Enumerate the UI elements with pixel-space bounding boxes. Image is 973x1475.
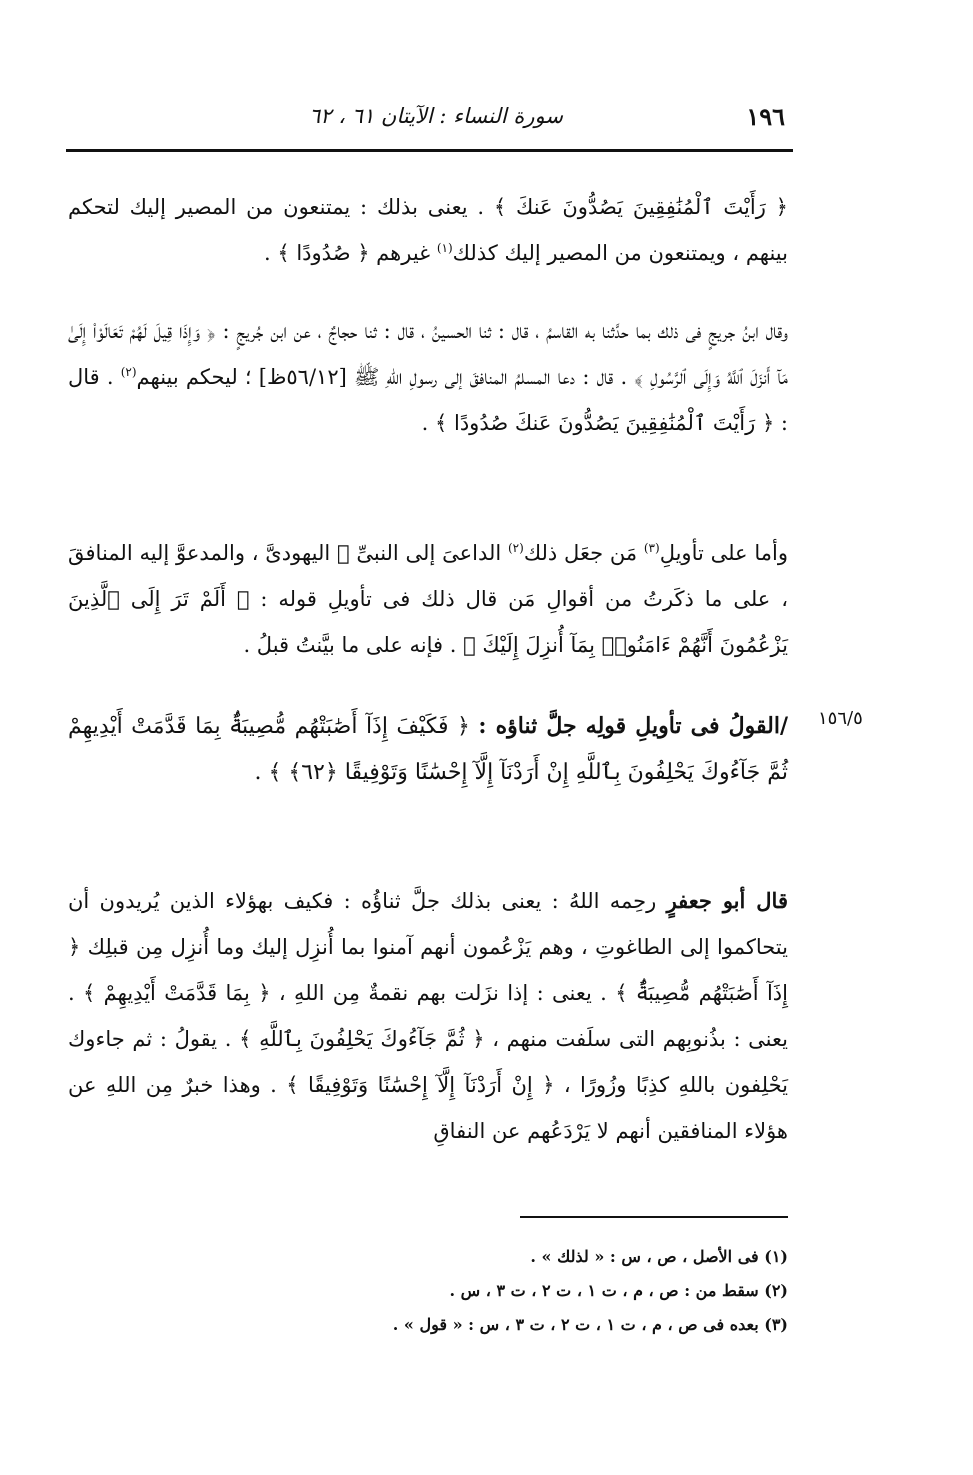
paragraph-text: الداعىَ إلى النبىِّ ﷺ اليهودىَّ ، والمدعوَّ إليه المنافقَ ، على ما ذكَرتُ من أقوالِ مَن قال ذلك فى تأويلِ قوله : ﴿ أَلَمْ تَرَ إِلَى ٱلَّذِينَ يَزْعُمُونَ أَنَّهُمْ ءَامَنُوا۟ بِمَآ أُنزِلَ إِلَيْكَ ﴾ . فإنه على ما بيَّنتُ قبلُ .	[68, 541, 788, 657]
page-header	[66, 98, 793, 142]
paragraph	[68, 878, 788, 1154]
paragraph	[68, 530, 788, 668]
margin-reference: ١٥٦/٥	[818, 708, 863, 729]
page-number: ١٩٦	[746, 102, 785, 131]
footnote-marker: (٣)	[643, 541, 660, 555]
paragraph-text: غيرهم ﴿ صُدُودًا ﴾ .	[264, 241, 437, 265]
paragraph-text: مَن جعَل ذلك	[523, 541, 644, 565]
section-heading	[68, 703, 788, 796]
footnote: (٢) سقط من : ص ، م ، ت ١ ، ت ٢ ، ت ٣ ، س .	[449, 1281, 788, 1300]
footnote-marker: (١)	[436, 241, 453, 255]
heading-verse: ﴿ فَكَيْفَ إِذَآ أَصَٰبَتْهُم مُّصِيبَةٌۢ بِمَا قَدَّمَتْ أَيْدِيهِمْ ثُمَّ جَآءُوكَ يَحْلِفُونَ بِٱللَّهِ إِنْ أَرَدْنَآ إِلَّآ إِحْسَٰنًا وَتَوْفِيقًا ﴿٦٢﴾ ﴾ .	[68, 714, 788, 785]
footnote-marker: (٢)	[120, 365, 137, 379]
paragraph	[68, 184, 788, 276]
paragraph-lead: قال أبو جعفرٍ	[666, 888, 788, 913]
paragraph	[68, 308, 788, 446]
paragraph-text: . قال : ﴿ رَأَيْتَ ٱلْمُنَٰفِقِينَ يَصُدُّونَ عَنكَ صُدُودًا ﴾ .	[68, 365, 788, 435]
footnote: (٣) بعده فى ص ، م ، ت ١ ، ت ٢ ، ت ٣ ، س : « قول » .	[392, 1315, 788, 1334]
paragraph-text: وأما على تأويلِ	[659, 541, 788, 565]
heading-lead: /القولُ فى تأويلِ قولِه جلَّ ثناؤه :	[478, 713, 788, 739]
footnote: (١) فى الأصل ، ص ، س : « لذلك » .	[530, 1247, 788, 1266]
footnote-rule	[520, 1216, 788, 1218]
paragraph-text: وقال ابنُ جريجٍ فى ذلك بما حدَّثنا به القاسمُ ، قال : ثنا الحسينُ ، قال : ثنا حجاجٌ ، عن ابن جُريجٍ : ﴿ وَإِذَا قِيلَ لَهُمْ تَعَالَوْا۟ إِلَىٰ مَآ أَنزَلَ ٱللَّهُ وَإِلَى ٱلرَّسُولِ ﴾ . قال : دعا المسلمُ المنافقَ إلى رسولِ اللهِ ﷺ [٥٦/١٢ظ] ؛ ليحكم بينهم	[68, 319, 788, 389]
footnote-marker: (٢)	[507, 541, 524, 555]
paragraph-text: رحِمه اللهُ : يعنى بذلك جلَّ ثناؤُه : فكيف بهؤلاء الذين يُريدون أن يتحاكموا إلى الطاغوتِ ، وهم يَزْعُمون أنهم آمنوا بما أُنزِل إليك وما أُنزِل مِن قبلِك ﴿ إِذَآ أَصَٰبَتْهُم مُّصِيبَةٌۢ ﴾ . يعنى : إذا نزَلت بهم نقمةٌ مِن اللهِ ، ﴿ بِمَا قَدَّمَتْ أَيْدِيهِمْ ﴾ . يعنى : بذُنوبِهم التى سلَفت منهم ، ﴿ ثُمَّ جَآءُوكَ يَحْلِفُونَ بِٱللَّهِ ﴾ . يقولُ : ثم جاءوك يَحْلِفون باللهِ كذِبًا وزُورًا ، ﴿ إِنْ أَرَدْنَآ إِلَّآ إِحْسَٰنًا وَتَوْفِيقًا ﴾ . وهذا خبرٌ مِن اللهِ عن هؤلاء المنافقين أنهم لا يَرْدَعُهم عن النفاقِ	[68, 889, 788, 1143]
running-title: سورة النساء : الآيتان ٦١ ، ٦٢	[308, 104, 563, 128]
footnotes	[300, 1240, 788, 1342]
header-rule	[66, 149, 793, 152]
paragraph-text: ﴿ رَأَيْتَ ٱلْمُنَٰفِقِينَ يَصُدُّونَ عَنكَ ﴾ . يعنى بذلك : يمتنعون من المصير إليك لتحكم بينهم ، ويمتنعون من المصير إليك كذلك	[68, 195, 788, 265]
